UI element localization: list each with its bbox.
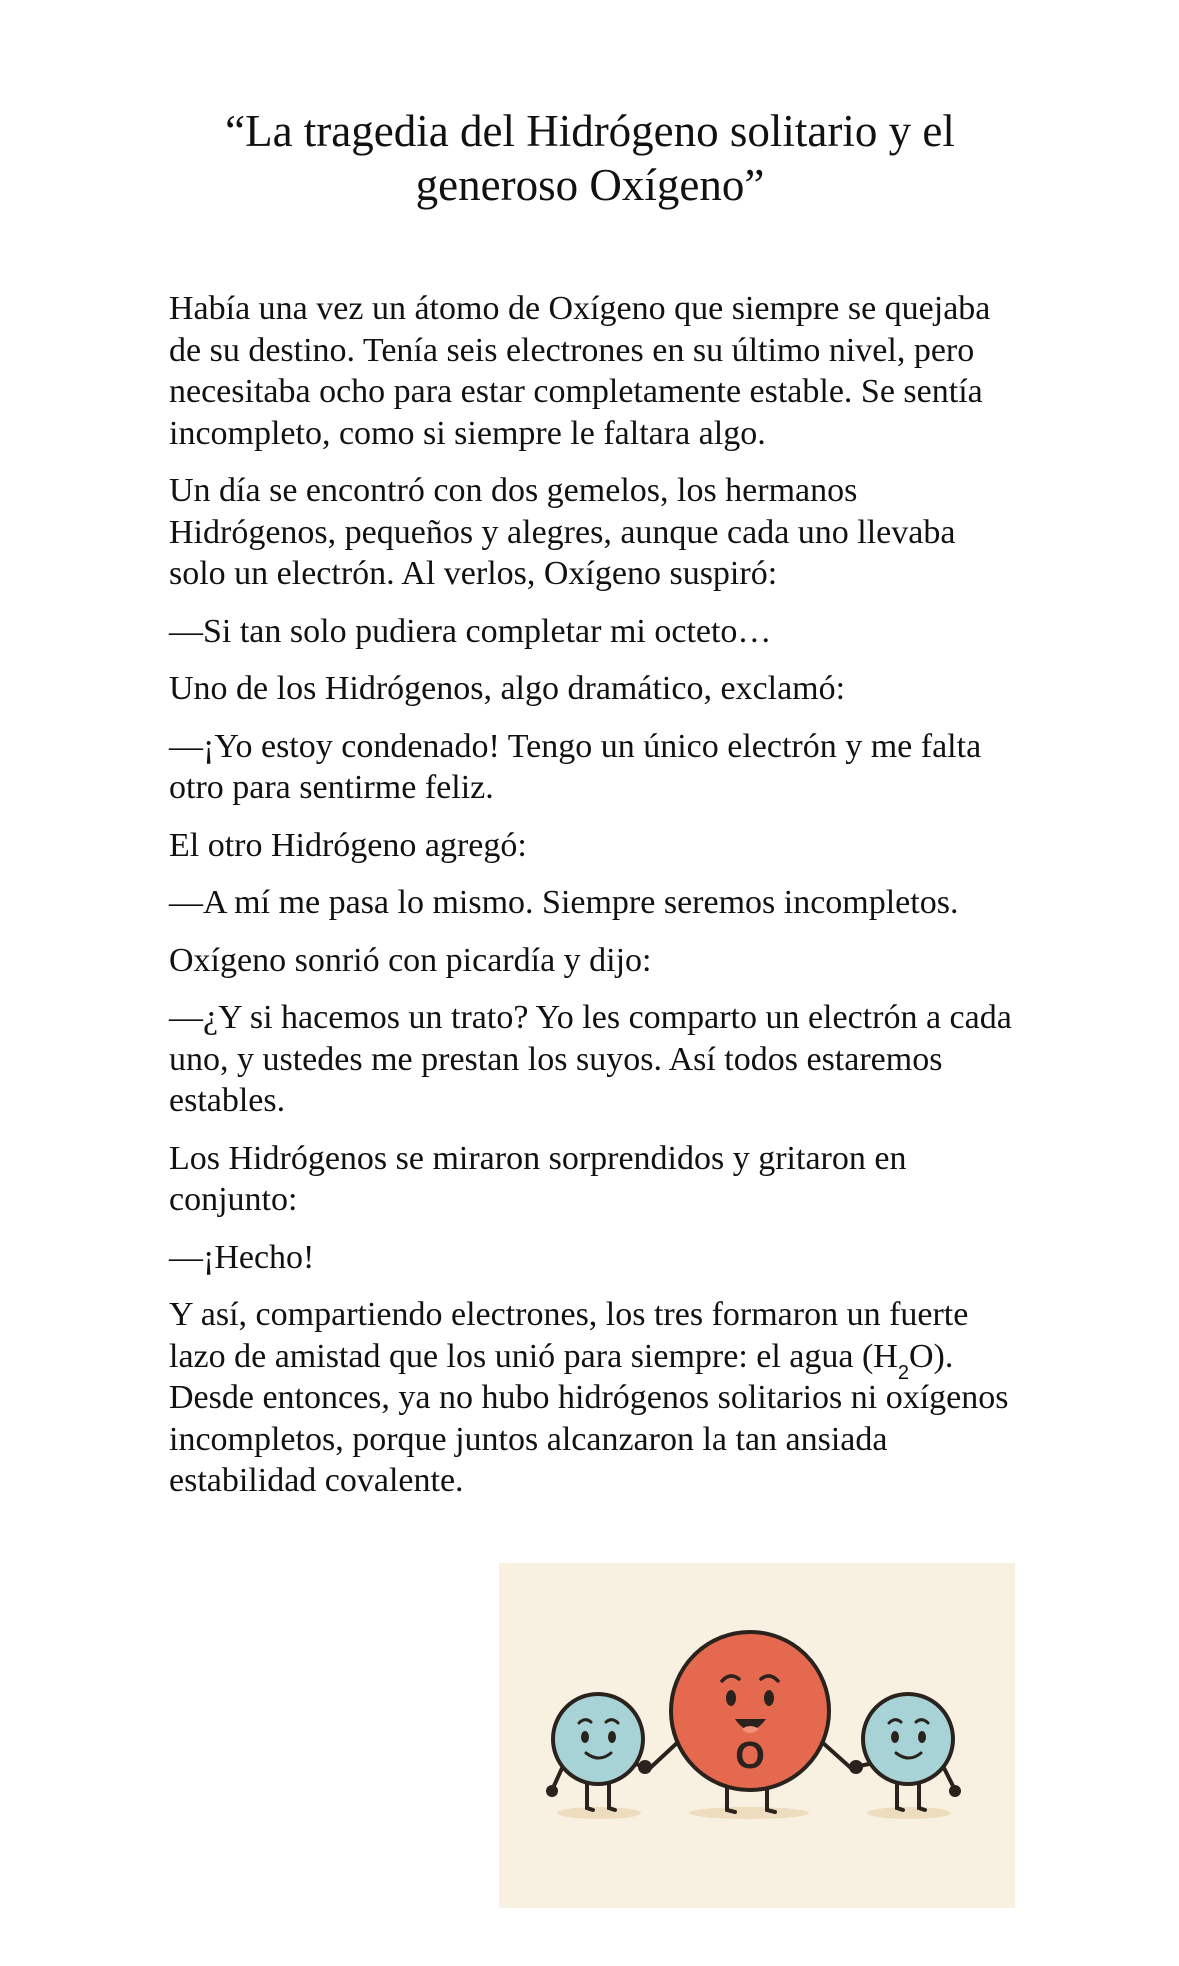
oxygen-atom bbox=[671, 1632, 829, 1790]
paragraph: Había una vez un átomo de Oxígeno que siempre se quejaba de su destino. Tenía seis electrones en su último nivel, pero necesitaba ocho para estar completamente estable. Se sentía incompleto, como si siempre le faltara algo. bbox=[169, 290, 991, 452]
paragraph: Un día se encontró con dos gemelos, los hermanos Hidrógenos, pequeños y alegres, aunque cada uno llevaba solo un electrón. Al verlos, Oxígeno suspiró: bbox=[169, 472, 956, 592]
dialogue-line: —¡Yo estoy condenado! Tengo un único electrón y me falta otro para sentirme feliz. bbox=[169, 727, 982, 806]
eye bbox=[608, 1731, 616, 1743]
hydrogen-atom-right bbox=[863, 1694, 953, 1784]
eye bbox=[581, 1731, 589, 1743]
eye bbox=[918, 1731, 926, 1743]
hand bbox=[949, 1785, 961, 1797]
hydrogen-atom-left bbox=[553, 1694, 643, 1784]
hand bbox=[849, 1760, 863, 1774]
eye bbox=[726, 1690, 736, 1706]
dialogue-line: —Si tan solo pudiera completar mi octeto… bbox=[169, 612, 772, 650]
hydrogen-body bbox=[553, 1694, 643, 1784]
eye bbox=[764, 1690, 774, 1706]
final-text-end: O). Desde entonces, ya no hubo hidrógenos solitarios ni oxígenos incompletos, porque juntos alcanzaron la tan ansiada estabilidad covalente. bbox=[169, 1337, 1009, 1499]
story-title: “La tragedia del Hidrógeno solitario y el generoso Oxígeno” bbox=[225, 106, 955, 210]
dialogue-line: —A mí me pasa lo mismo. Siempre seremos incompletos. bbox=[169, 884, 959, 921]
dialogue-line: —¡Hecho! bbox=[169, 1238, 315, 1276]
eye bbox=[891, 1731, 899, 1743]
dialogue-line: —¿Y si hacemos un trato? Yo les comparto un electrón a cada uno, y ustedes me prestan los suyos. Así todos estaremos estables. bbox=[169, 999, 1012, 1119]
hand bbox=[638, 1760, 652, 1774]
oxygen-symbol-label: O bbox=[735, 1735, 765, 1777]
ground-shadow bbox=[689, 1807, 809, 1819]
ground-shadow bbox=[557, 1807, 641, 1819]
paragraph: El otro Hidrógeno agregó: bbox=[169, 826, 527, 864]
final-text-start: Y así, compartiendo electrones, los tres formaron un fuerte lazo de amistad que los unió para siempre: el agua (H bbox=[169, 1296, 969, 1375]
water-molecule-illustration bbox=[499, 1563, 1015, 1908]
story-body bbox=[169, 288, 1019, 1518]
hydrogen-body bbox=[863, 1694, 953, 1784]
ground-shadow bbox=[867, 1807, 951, 1819]
paragraph: Uno de los Hidrógenos, algo dramático, exclamó: bbox=[169, 670, 846, 707]
formula-subscript: 2 bbox=[897, 1361, 909, 1384]
paragraph: Oxígeno sonrió con picardía y dijo: bbox=[169, 941, 652, 979]
hand bbox=[546, 1785, 558, 1797]
paragraph: Los Hidrógenos se miraron sorprendidos y gritaron en conjunto: bbox=[169, 1139, 907, 1218]
final-paragraph bbox=[169, 1294, 1019, 1502]
atoms-holding-hands-image bbox=[499, 1563, 1015, 1908]
